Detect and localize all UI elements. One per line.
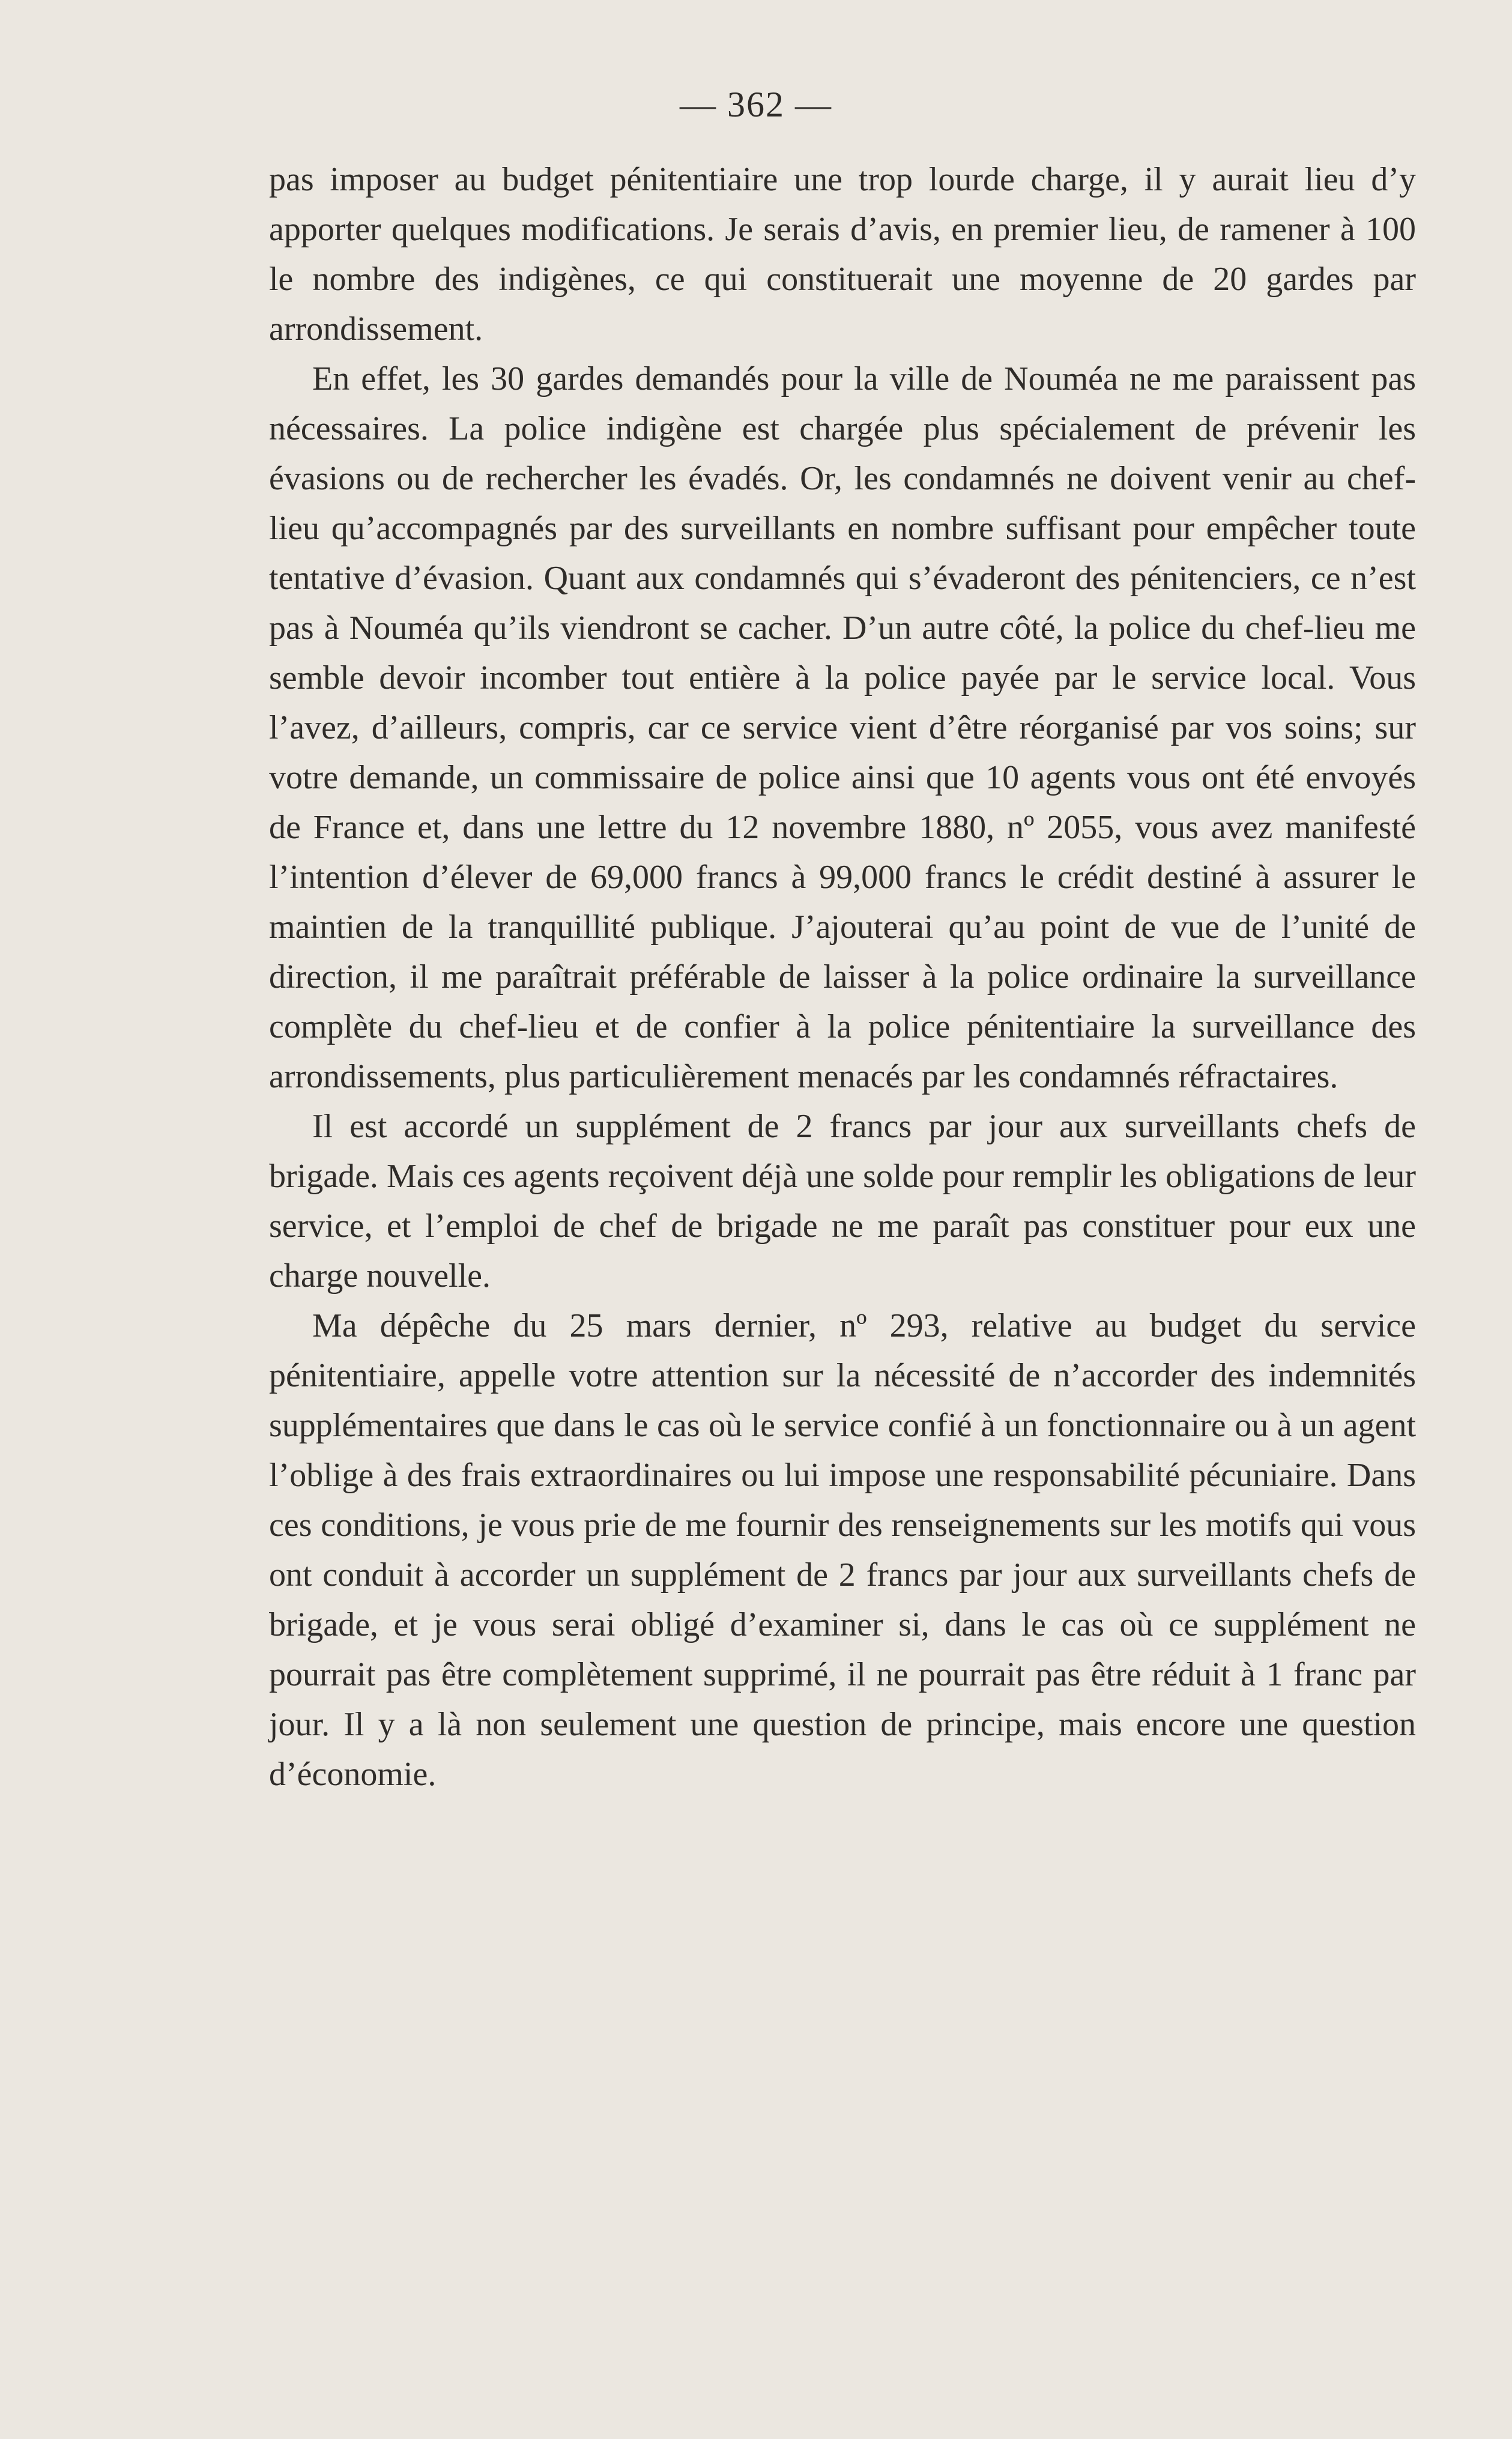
paragraph-3: Il est accordé un supplément de 2 francs par jour aux surveillants chefs de brigade. Mais ces agents reçoivent déjà une solde pour remplir les obligations de leur service, et l’emploi de chef de brigade ne me paraît pas constituer pour eux une charge nouvelle. [269,1108,1416,1295]
paragraph-1: pas imposer au budget pénitentiaire une trop lourde charge, il y aurait lieu d’y apporter quelques modifications. Je serais d’avis, en premier lieu, de ramener à 100 le nombre des indigènes, ce qui constituerait une moyenne de 20 gardes par arrondissement. [269,161,1416,348]
body-text [269,155,1416,1800]
paragraph-4: Ma dépêche du 25 mars dernier, nº 293, relative au budget du service pénitentiaire, appelle votre attention sur la nécessité de n’accorder des indemnités supplémentaires que dans le cas où le service confié à un fonctionnaire ou à un agent l’oblige à des frais extraordinaires ou lui impose une responsabilité pécuniaire. Dans ces conditions, je vous prie de me fournir des renseignements sur les motifs qui vous ont conduit à accorder un supplément de 2 francs par jour aux surveillants chefs de brigade, et je vous serai obligé d’examiner si, dans le cas où ce supplément ne pourrait pas être complètement supprimé, il ne pourrait pas être réduit à 1 franc par jour. Il y a là non seulement une question de principe, mais encore une question d’économie. [269,1307,1416,1793]
paragraph-2: En effet, les 30 gardes demandés pour la ville de Nouméa ne me paraissent pas nécessaires. La police indigène est chargée plus spécialement de prévenir les évasions ou de rechercher les évadés. Or, les condamnés ne doivent venir au chef-lieu qu’accompagnés par des surveillants en nombre suffisant pour empêcher toute tentative d’évasion. Quant aux condamnés qui s’évaderont des pénitenciers, ce n’est pas à Nouméa qu’ils viendront se cacher. D’un autre côté, la police du chef-lieu me semble devoir incomber tout entière à la police payée par le service local. Vous l’avez, d’ailleurs, compris, car ce service vient d’être réorganisé par vos soins; sur votre demande, un commissaire de police ainsi que 10 agents vous ont été envoyés de France et, dans une lettre du 12 novembre 1880, nº 2055, vous avez manifesté l’intention d’élever de 69,000 francs à 99,000 francs le crédit destiné à assurer le maintien de la tranquillité publique. J’ajouterai qu’au point de vue de l’unité de direction, il me paraîtrait préférable de laisser à la police ordinaire la surveillance complète du chef-lieu et de confier à la police pénitentiaire la surveillance des arrondissements, plus particulièrement menacés par les condamnés réfractaires. [269,360,1416,1095]
page-number-header: — 362 — [680,85,832,124]
